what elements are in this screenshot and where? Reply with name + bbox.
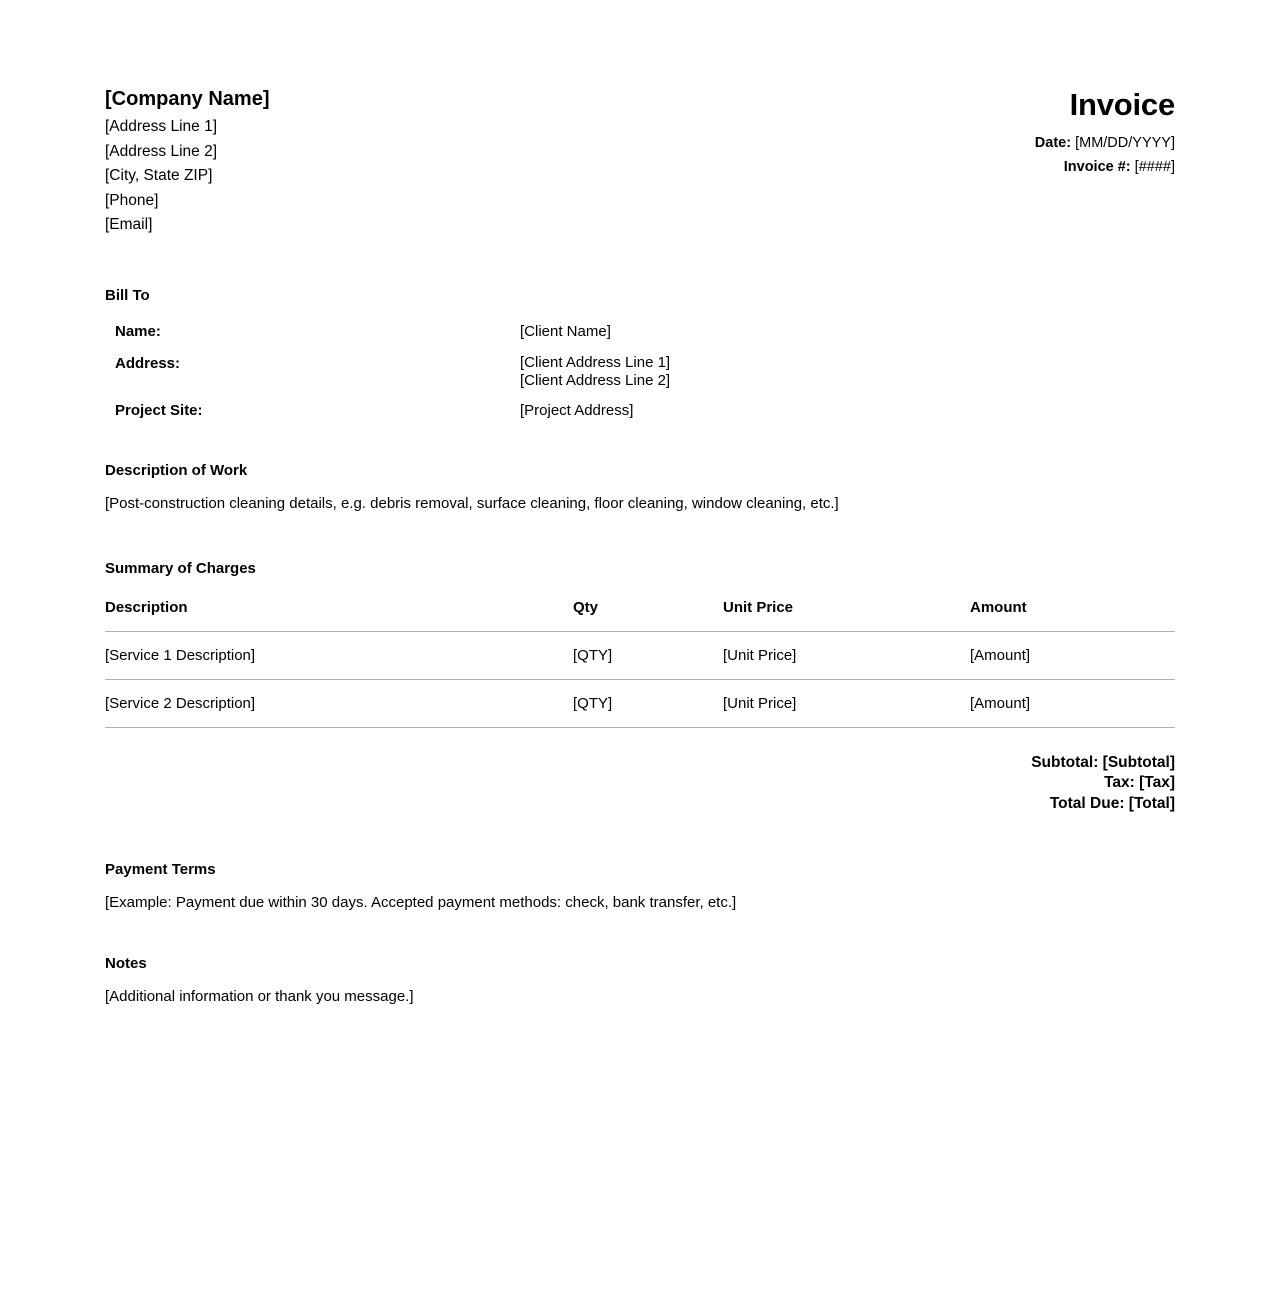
description-of-work-heading: Description of Work xyxy=(105,461,248,479)
bill-to-table xyxy=(105,322,1175,420)
cell-unit-price: [Unit Price] xyxy=(723,631,970,679)
company-email: [Email] xyxy=(105,216,153,234)
payment-terms-text: [Example: Payment due within 30 days. Accepted payment methods: check, bank transfer, etc.] xyxy=(105,894,737,912)
column-header-amount: Amount xyxy=(970,598,1175,632)
company-city-state-zip: [City, State ZIP] xyxy=(105,167,213,185)
payment-terms-heading: Payment Terms xyxy=(105,861,216,879)
invoice-number-label: Invoice #: xyxy=(1063,158,1131,175)
invoice-header xyxy=(105,85,1175,238)
cell-description: [Service 2 Description] xyxy=(105,679,573,727)
company-phone: [Phone] xyxy=(105,191,159,209)
invoice-title-block xyxy=(1035,85,1175,179)
charges-table-header-row xyxy=(105,598,1175,632)
company-address-line-1: [Address Line 1] xyxy=(105,118,218,135)
summary-of-charges-section xyxy=(105,559,1175,815)
column-header-description: Description xyxy=(105,598,573,632)
bill-to-name-row xyxy=(105,322,1175,354)
payment-terms-section xyxy=(105,860,1175,913)
bill-to-name-label: Name: xyxy=(115,322,161,340)
invoice-number-row xyxy=(1035,156,1175,180)
cell-qty: [QTY] xyxy=(573,631,723,679)
column-header-qty: Qty xyxy=(573,598,723,632)
cell-amount: [Amount] xyxy=(970,679,1175,727)
cell-description: [Service 1 Description] xyxy=(105,631,573,679)
invoice-number-value: [####] xyxy=(1134,158,1175,175)
company-address-line-2: [Address Line 2] xyxy=(105,142,218,160)
column-header-unit-price: Unit Price xyxy=(723,598,970,632)
description-of-work-text: [Post-construction cleaning details, e.g. debris removal, surface cleaning, floor cleaning, window cleaning, etc.] xyxy=(105,494,839,512)
company-name: [Company Name] xyxy=(105,88,270,110)
bill-to-address-value xyxy=(520,354,1175,401)
table-row xyxy=(105,631,1175,679)
summary-of-charges-heading: Summary of Charges xyxy=(105,559,256,577)
notes-heading: Notes xyxy=(105,955,147,973)
tax-line: Tax: [Tax] xyxy=(1104,774,1175,792)
invoice-date-label: Date: xyxy=(1034,135,1072,151)
bill-to-project-site-value: [Project Address] xyxy=(520,401,634,419)
table-row xyxy=(105,679,1175,727)
bill-to-section xyxy=(105,286,1175,420)
bill-to-name-value: [Client Name] xyxy=(520,322,611,340)
bill-to-project-site-row xyxy=(105,401,1175,420)
bill-to-address-line-2: [Client Address Line 2] xyxy=(520,372,671,390)
charges-table xyxy=(105,598,1175,728)
bill-to-address-row xyxy=(105,354,1175,401)
bill-to-project-site-label: Project Site: xyxy=(115,401,203,419)
totals-block xyxy=(105,753,1175,815)
bill-to-address-label: Address: xyxy=(115,354,181,372)
subtotal-line: Subtotal: [Subtotal] xyxy=(1031,753,1175,771)
total-due-line: Total Due: [Total] xyxy=(1049,794,1175,812)
invoice-date-value: [MM/DD/YYYY] xyxy=(1075,135,1175,151)
description-of-work-section xyxy=(105,461,1175,514)
bill-to-heading: Bill To xyxy=(105,286,150,304)
notes-text: [Additional information or thank you message.] xyxy=(105,988,414,1006)
notes-section xyxy=(105,954,1175,1007)
bill-to-address-line-1: [Client Address Line 1] xyxy=(520,353,671,371)
invoice-date-row xyxy=(1035,132,1175,156)
company-info-block xyxy=(105,85,269,238)
cell-amount: [Amount] xyxy=(970,631,1175,679)
page-title: Invoice xyxy=(1069,87,1175,122)
cell-unit-price: [Unit Price] xyxy=(723,679,970,727)
cell-qty: [QTY] xyxy=(573,679,723,727)
